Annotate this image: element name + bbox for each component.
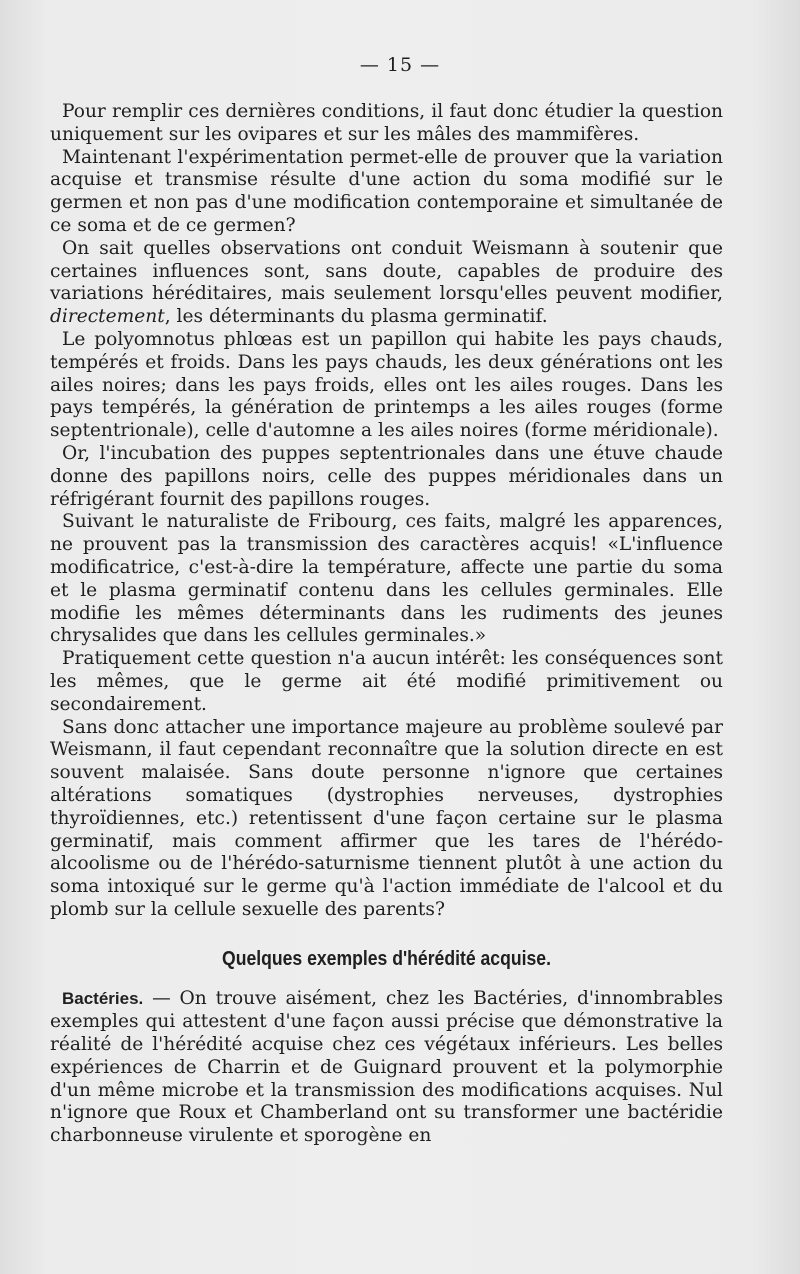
emphasized-word: directement xyxy=(50,306,165,328)
page-number: — 15 — xyxy=(359,54,441,76)
paragraph: Le polyomnotus phlœas est un papillon qui habite les pays chauds, tempérés et froids. Dans les pays chauds, les deux générations ont les ailes noires; dans les pays froids, elles ont les ailes rouges. Dans les pays tempérés, la génération de printemps a les ailes rouges (forme septentrionale), celle d'automne a les ailes noires (forme méridionale). xyxy=(50,328,723,442)
paragraph: Pour remplir ces dernières conditions, il faut donc étudier la question uniquement sur les ovipares et sur les mâles des mammifères. xyxy=(50,101,723,145)
paragraph-text: , les déterminants du plasma germinatif. xyxy=(164,306,548,328)
paragraph-text: — On trouve aisément, chez les Bactéries, d'innombrables exemples qui attestent d'une façon aussi précise que démonstrative la réalité de l'hérédité acquise chez ces végétaux inférieurs. Les belles expériences de Charrin et de Guignard prouvent et la polymorphie d'un même microbe et la transmission des modifications acquises. Nul n'ignore que Roux et Chamberland ont su transformer une bactéridie charbonneuse virulente et sporogène en xyxy=(50,988,723,1147)
paragraph: Maintenant l'expérimentation permet-elle de prouver que la variation acquise et transmise résulte d'une action du soma modifié sur le germen et non pas d'une modification contemporaine et simultanée de ce soma et de ce germen? xyxy=(50,146,723,236)
run-in-heading: Bactéries. xyxy=(62,989,144,1009)
page-body xyxy=(50,101,723,1148)
section-heading: Quelques exemples d'hérédité acquise. xyxy=(222,947,551,970)
paragraph-weismann xyxy=(50,238,723,329)
paragraph: Sans donc attacher une importance majeure au problème soulevé par Weismann, il faut cependant reconnaître que la solution directe en est souvent malaisée. Sans doute personne n'ignore que certaines altérations somatiques (dystrophies nerveuses, dystrophies thyroïdiennes, etc.) retentissent d'une façon certaine sur le plasma germinatif, mais comment affirmer que les tares de l'hérédo-alcoolisme ou de l'hérédo-saturnisme tiennent plutôt à une action du soma intoxiqué sur le germe qu'à l'action immédiate de l'alcool et du plomb sur la cellule sexuelle des parents? xyxy=(50,716,723,920)
paragraph-text: On sait quelles observations ont conduit Weismann à soutenir que certaines influences sont, sans doute, capables de produire des variations héréditaires, mais seulement lorsqu'elles peuvent modifier, xyxy=(50,237,723,305)
paragraph-bacteria xyxy=(50,988,723,1148)
paragraph: Or, l'incubation des puppes septentrionales dans une étuve chaude donne des papillons noirs, celle des puppes méridionales dans un réfrigérant fournit des papillons rouges. xyxy=(50,442,723,510)
paragraph: Pratiquement cette question n'a aucun intérêt: les conséquences sont les mêmes, que le germe ait été modifié primitivement ou secondairement. xyxy=(50,648,723,715)
paragraph: Suivant le naturaliste de Fribourg, ces faits, malgré les apparences, ne prouvent pas la transmission des caractères acquis! «L'influence modificatrice, c'est-à-dire la température, affecte une partie du soma et le plasma germinatif contenu dans les cellules germinales. Elle modifie les mêmes déterminants dans les rudiments des jeunes chrysalides que dans les cellules germinales.» xyxy=(50,511,723,647)
